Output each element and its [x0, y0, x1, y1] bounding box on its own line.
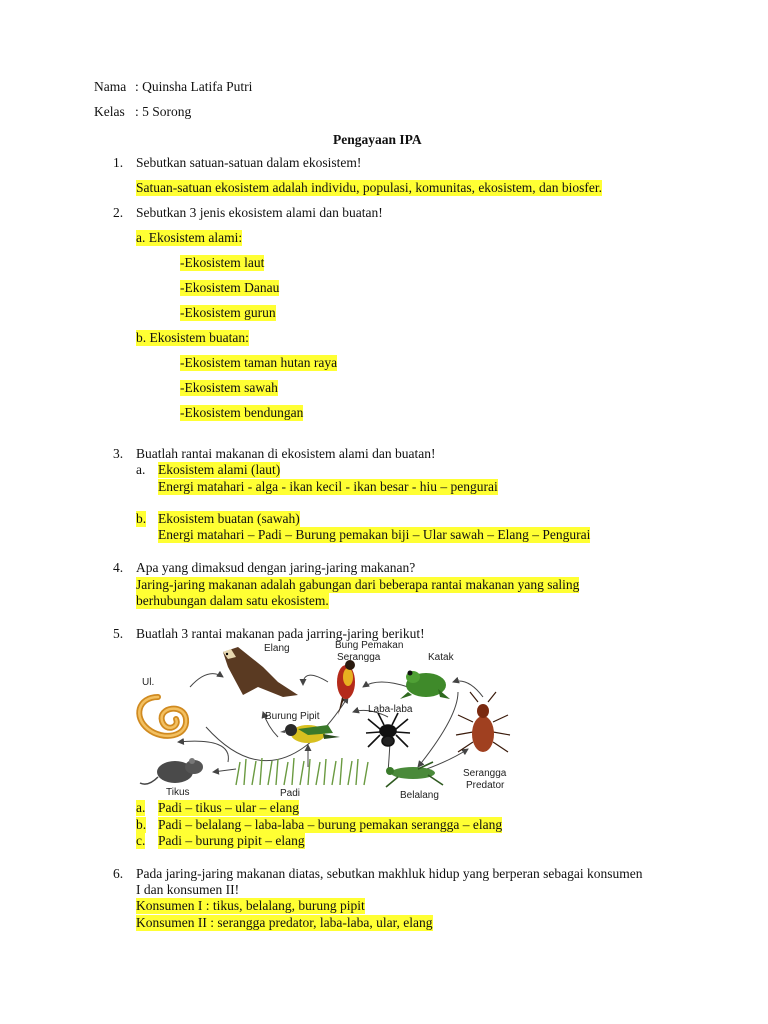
nama-value: : Quinsha Latifa Putri: [135, 79, 253, 94]
eagle-icon: [223, 647, 298, 697]
q5-answer: Padi – burung pipit – elang: [158, 833, 305, 848]
kelas-value: : 5 Sorong: [135, 104, 192, 119]
q1-answer: Satuan-satuan ekosistem adalah individu, populasi, komunitas, ekosistem, dan biosfer.: [136, 180, 603, 195]
q2-b-item: -Ekosistem taman hutan raya: [180, 355, 338, 370]
q6-number: 6.: [113, 866, 124, 881]
q4-number: 4.: [113, 560, 124, 575]
label-tikus: Tikus: [166, 787, 190, 798]
label-burung-pipit: Burung Pipit: [265, 711, 320, 722]
frog-icon: [400, 671, 450, 700]
label-burung-pemakan-serangga: Bung Pemakan: [335, 640, 404, 651]
spider-icon: [366, 713, 410, 747]
q6-question-line: I dan konsumen II!: [136, 882, 240, 897]
food-web-diagram: [128, 637, 524, 800]
q3-b-title: Ekosistem buatan (sawah): [158, 511, 300, 526]
beetle-icon: [456, 692, 510, 752]
arrow-burung-elang: [303, 675, 328, 685]
q5-answer: Padi – tikus – ular – elang: [158, 800, 299, 815]
label-katak: Katak: [428, 652, 454, 663]
nama-label: Nama: [94, 79, 127, 94]
arrow-padi-tikus: [213, 769, 236, 772]
label-burung-pemakan-serangga: Serangga: [337, 652, 381, 663]
q2-a-item: -Ekosistem gurun: [180, 305, 276, 320]
page-title: Pengayaan IPA: [333, 132, 422, 147]
label-padi: Padi: [280, 788, 301, 799]
q3-a-chain: Energi matahari - alga - ikan kecil - ikan besar - hiu – pengurai: [158, 479, 498, 494]
q2-a-label: a. Ekosistem alami:: [136, 230, 243, 245]
q4-answer-line: berhubungan dalam satu ekosistem.: [136, 593, 329, 608]
q1-question: Sebutkan satuan-satuan dalam ekosistem!: [136, 155, 362, 170]
q2-number: 2.: [113, 205, 124, 220]
q3-a-title: Ekosistem alami (laut): [158, 462, 281, 477]
q2-b-item: -Ekosistem bendungan: [180, 405, 304, 420]
q3-number: 3.: [113, 446, 124, 461]
arrow-tikus-ular: [178, 741, 228, 762]
q3-b-marker: b.: [136, 511, 147, 526]
q3-b-chain: Energi matahari – Padi – Burung pemakan biji – Ular sawah – Elang – Pengurai: [158, 527, 591, 542]
q2-b-label: b. Ekosistem buatan:: [136, 330, 249, 345]
rice-icon: [236, 758, 368, 785]
arrow-ular-elang: [190, 674, 223, 687]
q5-answer-marker: c.: [136, 833, 146, 848]
q2-a-item: -Ekosistem laut: [180, 255, 265, 270]
arrow-katak-burung: [363, 682, 408, 687]
q5-answer-marker: a.: [136, 800, 146, 815]
sparrow-icon: [280, 724, 340, 743]
label-ular: Ul.: [142, 677, 155, 688]
q2-question: Sebutkan 3 jenis ekosistem alami dan buatan!: [136, 205, 383, 220]
kelas-label: Kelas: [94, 104, 125, 119]
q5-question: Buatlah 3 rantai makanan pada jarring-jaring berikut!: [136, 626, 425, 641]
label-elang: Elang: [264, 643, 290, 654]
q6-question-line: Pada jaring-jaring makanan diatas, sebutkan makhluk hidup yang berperan sebagai konsumen: [136, 866, 643, 881]
q3-question: Buatlah rantai makanan di ekosistem alami dan buatan!: [136, 446, 436, 461]
q5-answer: Padi – belalang – laba-laba – burung pemakan serangga – elang: [158, 817, 503, 832]
q3-a-marker: a.: [136, 462, 146, 477]
q1-number: 1.: [113, 155, 124, 170]
q2-a-item: -Ekosistem Danau: [180, 280, 280, 295]
label-laba-laba: Laba-laba: [368, 704, 413, 715]
q2-b-item: -Ekosistem sawah: [180, 380, 278, 395]
q5-number: 5.: [113, 626, 124, 641]
q4-question: Apa yang dimaksud dengan jaring-jaring makanan?: [136, 560, 416, 575]
insect-bird-icon: [337, 660, 355, 715]
snake-icon: [139, 697, 186, 736]
q5-answer-marker: b.: [136, 817, 147, 832]
arrow-katak-belalang: [418, 692, 458, 767]
q6-answer-line: Konsumen II : serangga predator, laba-laba, ular, elang: [136, 915, 433, 930]
label-serangga-predator: Predator: [466, 780, 505, 791]
label-belalang: Belalang: [400, 790, 439, 801]
rat-icon: [140, 758, 203, 784]
q4-answer-line: Jaring-jaring makanan adalah gabungan dari beberapa rantai makanan yang saling: [136, 577, 580, 592]
label-serangga-predator: Serangga: [463, 768, 507, 779]
q6-answer-line: Konsumen I : tikus, belalang, burung pipit: [136, 898, 365, 913]
